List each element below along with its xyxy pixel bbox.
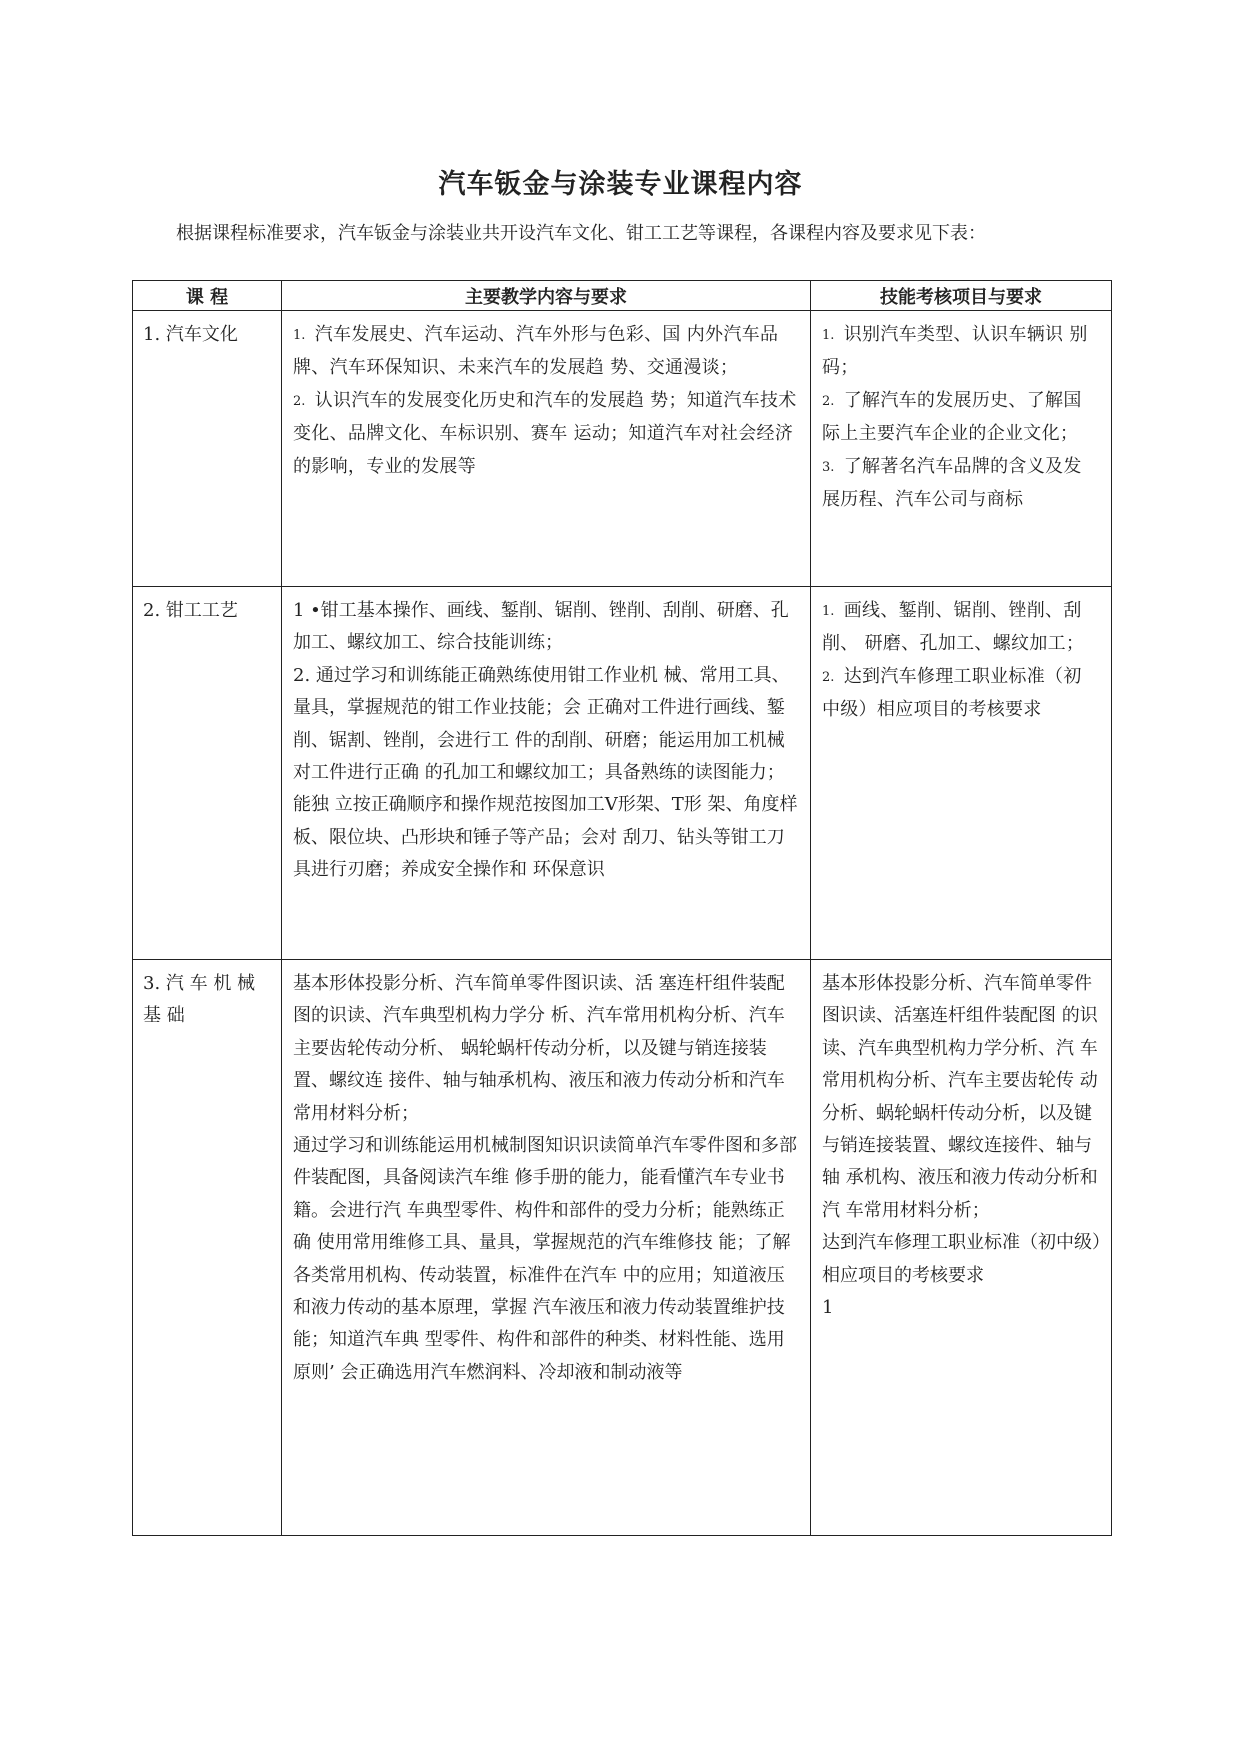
table-header-row [133,281,1112,311]
item-number: 1. [822,328,835,343]
skill-item [822,451,1103,517]
course-name-cell: 2. 钳工工艺 [133,587,282,960]
course-name-cell: 1. 汽车文化 [133,311,282,587]
skill-item: 1 [822,1297,834,1319]
content-item [293,319,802,385]
content-cell [282,587,811,960]
content-item: 通过学习和训练能运用机械制图知识识读简单汽车零件图和多部件装配图，具备阅读汽车维 修手册的能力，能看懂汽车专业书籍。会进行汽 车典型零件、构件和部件的受力分析；能熟练正确 使用常用维修工具、量具，掌握规范的汽车维修技 能；了解各类常用机构、传动装置，标准件在汽车 中的应用；知道液压和液力传动的基本原理，掌握 汽车液压和液力传动装置维护技能；知道汽车典 型零件、构件和部件的种类、材料性能、选用原则’ 会正确选用汽车燃润料、冷却液和制动液等 [293,1135,797,1383]
intro-paragraph: 根据课程标准要求，汽车钣金与涂装业共开设汽车文化、钳工工艺等课程，各课程内容及要求见下表： [176,223,986,244]
item-text: 汽车发展史、汽车运动、汽车外形与色彩、国 内外汽车品牌、汽车环保知识、未来汽车的发展趋 势、交通漫谈； [293,324,779,379]
skill-item: 达到汽车修理工职业标准（初中级）相应项目的考核要求 [822,1232,1101,1286]
skill-item [822,661,1103,727]
item-number: 2. [822,393,835,409]
skills-cell [811,311,1112,587]
course-table [132,280,1112,1536]
table-row [133,960,1112,1536]
skill-item [822,319,1103,385]
item-text: 认识汽车的发展变化历史和汽车的发展趋 势；知道汽车技术变化、品牌文化、车标识别、赛车 运动；知道汽车对社会经济的影响，专业的发展等 [293,389,797,477]
content-item: 1 •钳工基本操作、画线、錾削、锯削、锉削、刮削、研磨、孔加工、螺纹加工、综合技能训练； [293,600,789,654]
table-row [133,311,1112,587]
content-cell [282,311,811,587]
table-row [133,587,1112,960]
item-number: 1. [293,328,306,343]
content-item [293,385,802,483]
item-text: 了解著名汽车品牌的含义及发 展历程、汽车公司与商标 [822,455,1082,511]
content-item: 2. 通过学习和训练能正确熟练使用钳工作业机 械、常用工具、量具，掌握规范的钳工作业技能；会 正确对工件进行画线、錾削、锯割、锉削，会进行工 件的刮削、研磨；能运用加工机械对工件进行正确 的孔加工和螺纹加工；具备熟练的读图能力；能独 立按正确顺序和操作规范按图加工Ⅴ形架、T形 架、角度样板、限位块、凸形块和锤子等产品；会对 刮刀、钻头等钳工刀具进行刃磨；养成安全操作和 环保意识 [293,664,798,881]
item-number: 2. [293,393,306,409]
course-name-cell: 3. 汽 车 机 械 基 础 [133,960,282,1536]
item-number: 2. [822,669,835,685]
item-text: 达到汽车修理工职业标准（初 中级）相应项目的考核要求 [822,665,1082,721]
document-title: 汽车钣金与涂装专业课程内容 [438,169,803,200]
header-skills: 技能考核项目与要求 [811,281,1112,311]
item-number: 1. [822,604,835,619]
skill-item [822,385,1103,451]
header-course: 课 程 [133,281,282,311]
item-text: 识别汽车类型、认识车辆识 别码； [822,324,1088,379]
item-number: 3. [822,459,835,475]
skill-item [822,595,1103,661]
content-cell [282,960,811,1536]
item-text: 画线、錾削、锯削、锉削、刮削、 研磨、孔加工、螺纹加工； [822,600,1085,655]
skill-item: 基本形体投影分析、汽车简单零件图识读、活塞连杆组件装配图 的识读、汽车典型机构力学分析、汽 车常用机构分析、汽车主要齿轮传 动分析、蜗轮蜗杆传动分析，以及键与销连接装置、螺纹连接件、轴与轴 承机构、液压和液力传动分析和汽 车常用材料分析； [822,973,1098,1221]
skills-cell [811,587,1112,960]
header-content: 主要教学内容与要求 [282,281,811,311]
content-item: 基本形体投影分析、汽车简单零件图识读、活 塞连杆组件装配图的识读、汽车典型机构力学分 析、汽车常用机构分析、汽车主要齿轮传动分析、 蜗轮蜗杆传动分析，以及键与销连接装置、螺纹连 接件、轴与轴承机构、液压和液力传动分析和汽车 常用材料分析； [293,973,785,1124]
skills-cell [811,960,1112,1536]
item-text: 了解汽车的发展历史、了解国 际上主要汽车企业的企业文化； [822,389,1082,445]
